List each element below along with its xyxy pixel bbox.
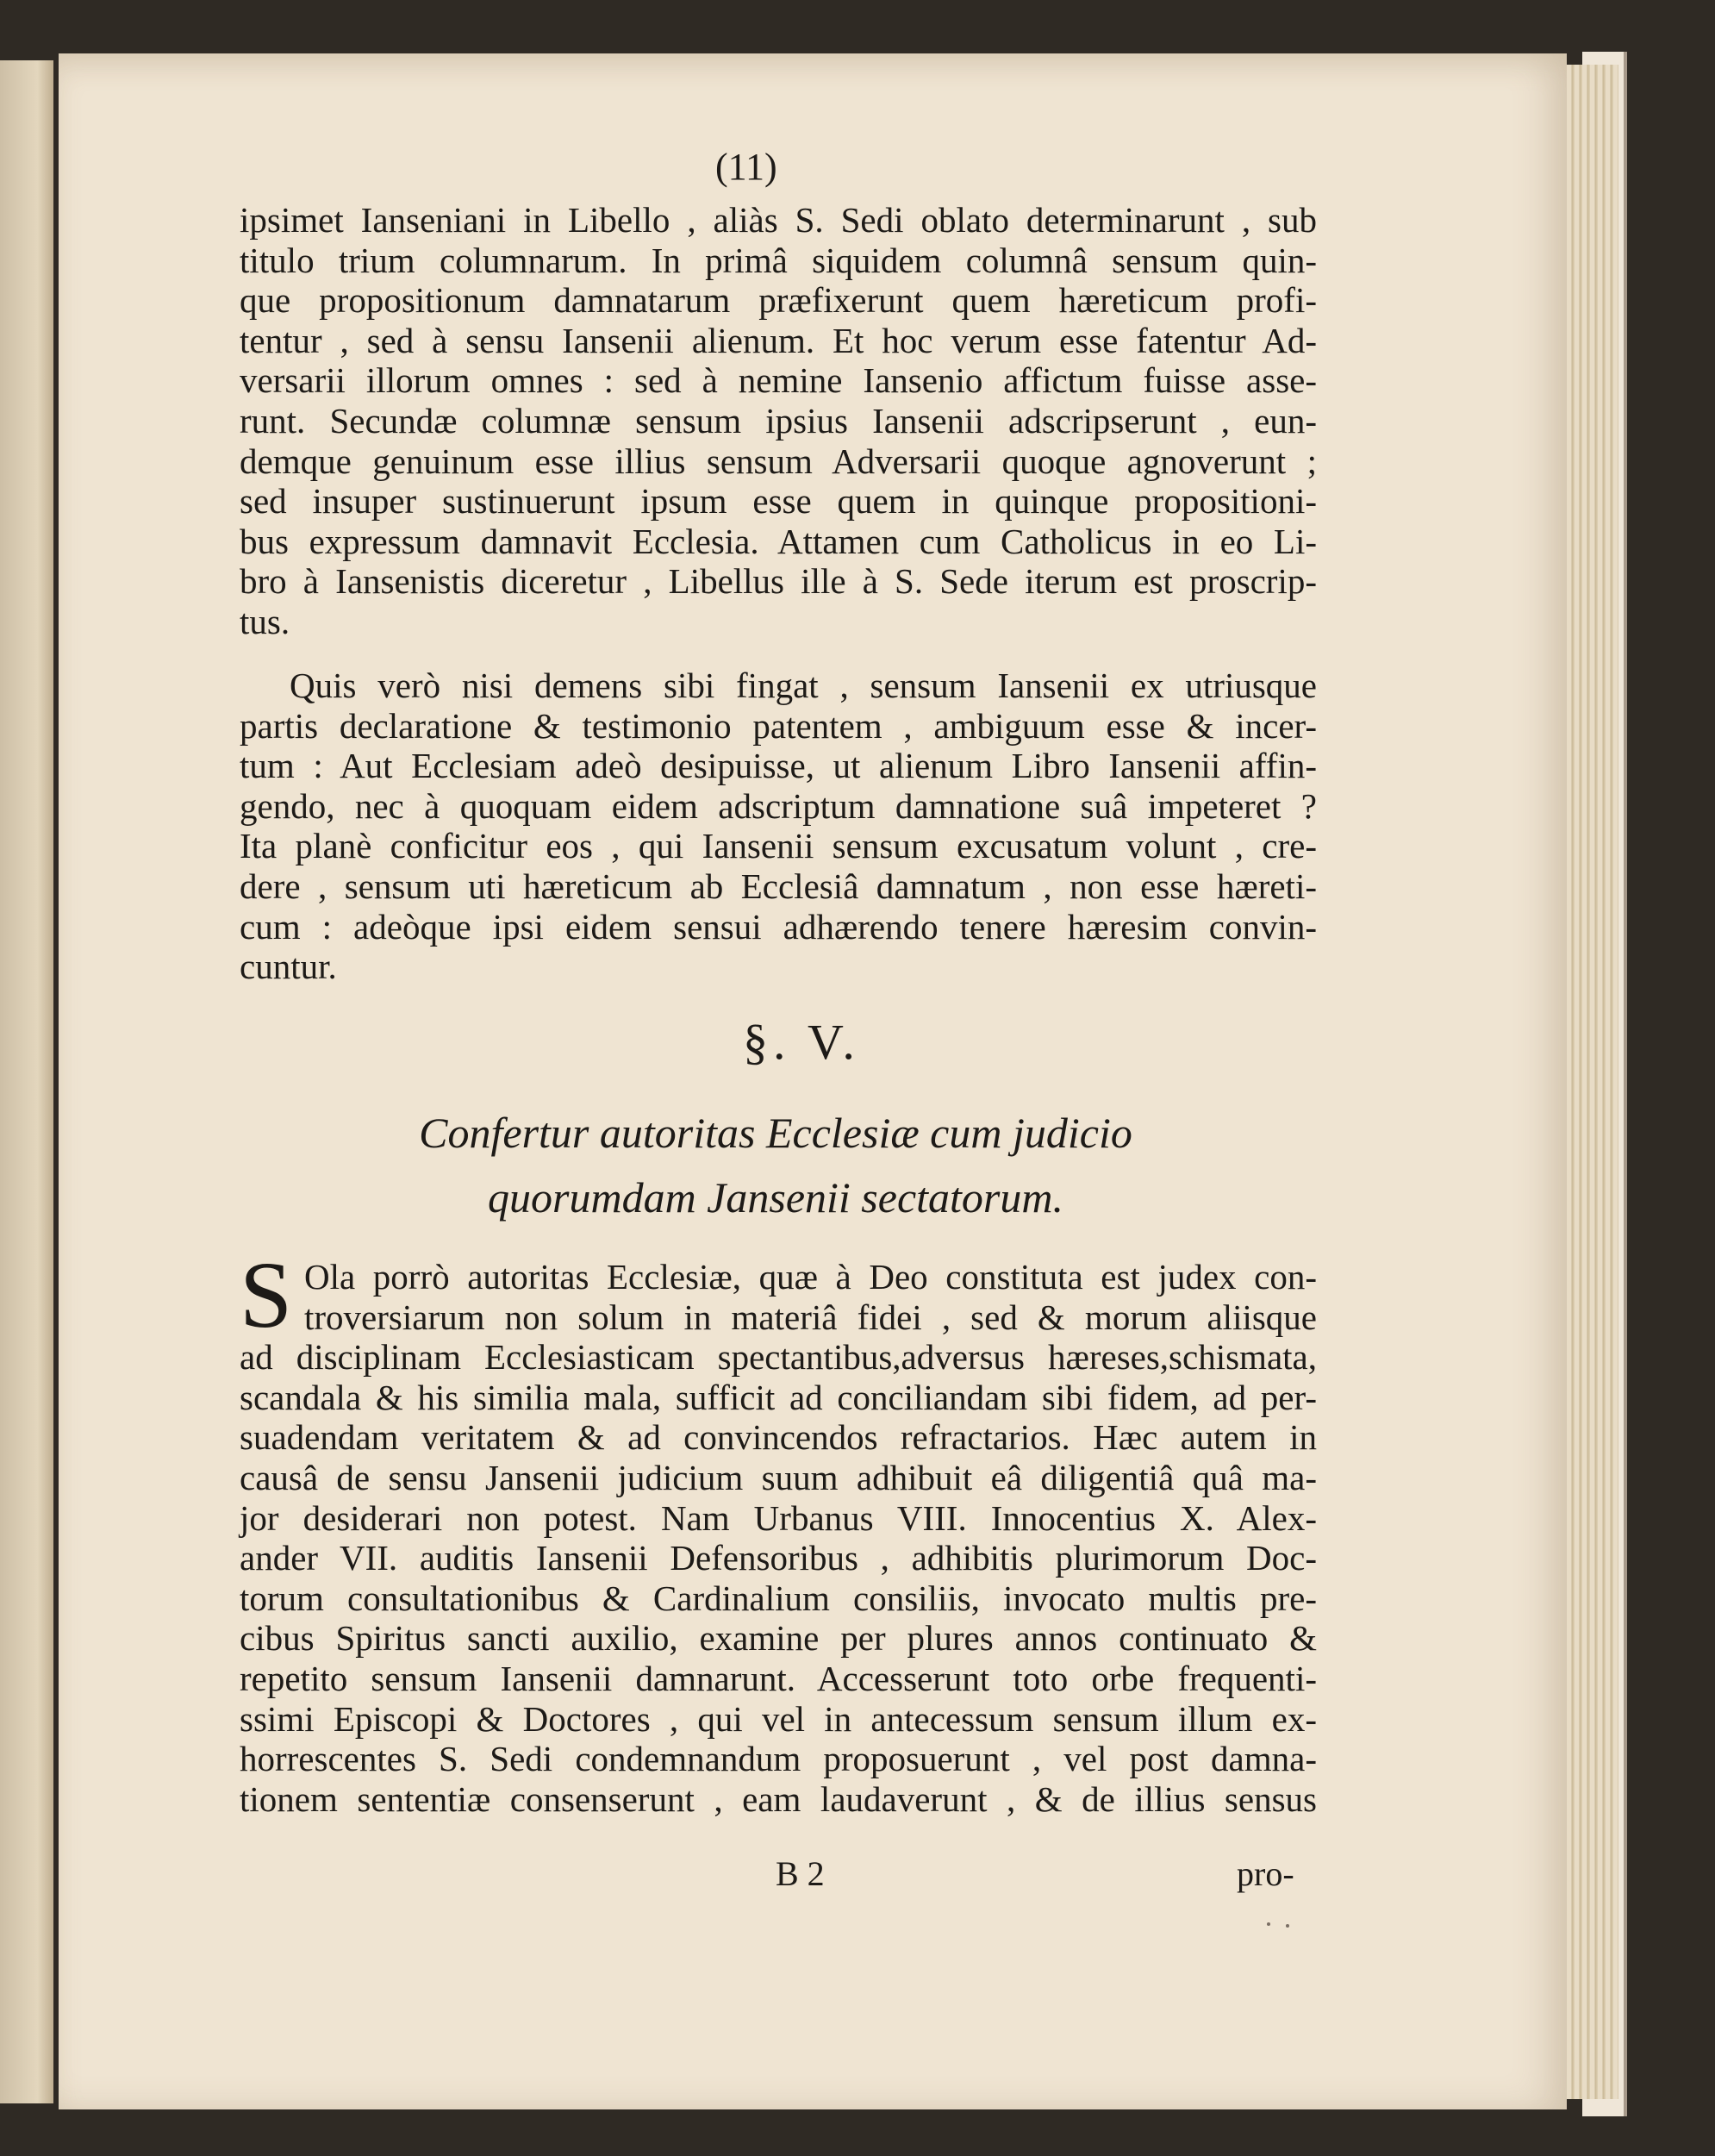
text-line: Ita planè conficitur eos , qui Iansenii sensum excusatum volunt , cre- — [240, 826, 1317, 866]
text-line: cuntur. — [240, 947, 337, 987]
text-line: tentur , sed à sensu Iansenii alienum. Et hoc verum esse fatentur Ad- — [240, 320, 1317, 360]
text-line: sed insuper sustinuerunt ipsum esse quem in quinque propositioni- — [240, 481, 1317, 522]
paper-speck — [1267, 1922, 1270, 1926]
text-line: cibus Spiritus sancti auxilio, examine per plures annos continuato & — [240, 1618, 1317, 1659]
text-line: tionem sententiæ consenserunt , eam laudaverunt , & de illius sensus — [240, 1778, 1317, 1819]
signature-mark: B 2 — [776, 1854, 825, 1893]
text-line: causâ de sensu Jansenii judicium suum adhibuit eâ diligentiâ quâ ma- — [240, 1457, 1317, 1497]
text-line: tum : Aut Ecclesiam adeò desipuisse, ut alienum Libro Iansenii affin- — [240, 746, 1317, 786]
text-line: torum consultationibus & Cardinalium consiliis, invocato multis pre- — [240, 1578, 1317, 1618]
text-line: bus expressum damnavit Ecclesia. Attamen cum Catholicus in eo Li- — [240, 521, 1317, 561]
text-line: ssimi Episcopi & Doctores , qui vel in antecessum sensum illum ex- — [240, 1698, 1317, 1739]
paragraph-2 — [240, 666, 1317, 987]
text-line: bro à Iansenistis diceretur , Libellus ille à S. Sede iterum est proscrip- — [240, 561, 1317, 602]
text-line: horrescentes S. Sedi condemnandum proposuerunt , vel post damna- — [240, 1739, 1317, 1779]
text-line: ipsimet Ianseniani in Libello , aliàs S. Sedi oblato determinarunt , sub — [240, 200, 1317, 240]
page-stack-edge — [1567, 65, 1618, 2099]
section-number: §. V. — [743, 1014, 860, 1070]
text-line: ander VII. auditis Iansenii Defensoribus , adhibitis plurimorum Doc- — [240, 1538, 1317, 1578]
text-line: gendo, nec à quoquam eidem adscriptum damnatione suâ impeteret ? — [240, 785, 1317, 826]
text-line: dere , sensum uti hæreticum ab Ecclesiâ damnatum , non esse hæreti- — [240, 866, 1317, 906]
previous-page-edge — [0, 60, 53, 2103]
text-line: Quis verò nisi demens sibi fingat , sensum Iansenii ex utriusque — [290, 666, 1317, 705]
text-line: Ola porrò autoritas Ecclesiæ, quæ à Deo constituta est judex con- — [304, 1257, 1317, 1297]
section-heading-line-1: Confertur autoritas Ecclesiæ cum judicio — [419, 1109, 1132, 1157]
paragraph-1 — [240, 200, 1317, 642]
page-number: (11) — [715, 146, 777, 188]
text-line: tus. — [240, 601, 290, 641]
catchword: pro- — [1237, 1854, 1294, 1893]
text-line: titulo trium columnarum. In primâ siquidem columnâ sensum quin- — [240, 240, 1317, 280]
text-line: cum : adeòque ipsi eidem sensui adhærendo tenere hæresim convin- — [240, 906, 1317, 947]
text-line: scandala & his similia mala, sufficit ad conciliandam sibi fidem, ad per- — [240, 1377, 1317, 1417]
drop-cap: S — [240, 1242, 293, 1347]
paper-speck — [1286, 1924, 1289, 1928]
section-heading-line-2: quorumdam Jansenii sectatorum. — [488, 1173, 1063, 1222]
text-line: runt. Secundæ columnæ sensum ipsius Iansenii adscripserunt , eun- — [240, 400, 1317, 441]
text-line: suadendam veritatem & ad convincendos refractarios. Hæc autem in — [240, 1417, 1317, 1458]
text-line: que propositionum damnatarum præfixerunt quem hæreticum profi- — [240, 280, 1317, 321]
text-line: repetito sensum Iansenii damnarunt. Accesserunt toto orbe frequenti- — [240, 1658, 1317, 1698]
text-line: troversiarum non solum in materiâ fidei , sed & morum aliisque — [304, 1297, 1317, 1337]
text-line: jor desiderari non potest. Nam Urbanus VIII. Innocentius X. Alex- — [240, 1497, 1317, 1538]
text-line: versarii illorum omnes : sed à nemine Iansenio affictum fuisse asse- — [240, 360, 1317, 401]
paragraph-3 — [240, 1257, 1317, 1819]
text-line: partis declaratione & testimonio patentem , ambiguum esse & incer- — [240, 705, 1317, 746]
text-line: ad disciplinam Ecclesiasticam spectantibus,adversus hæreses,schismata, — [240, 1337, 1317, 1378]
text-line: demque genuinum esse illius sensum Adversarii quoque agnoverunt ; — [240, 441, 1317, 481]
